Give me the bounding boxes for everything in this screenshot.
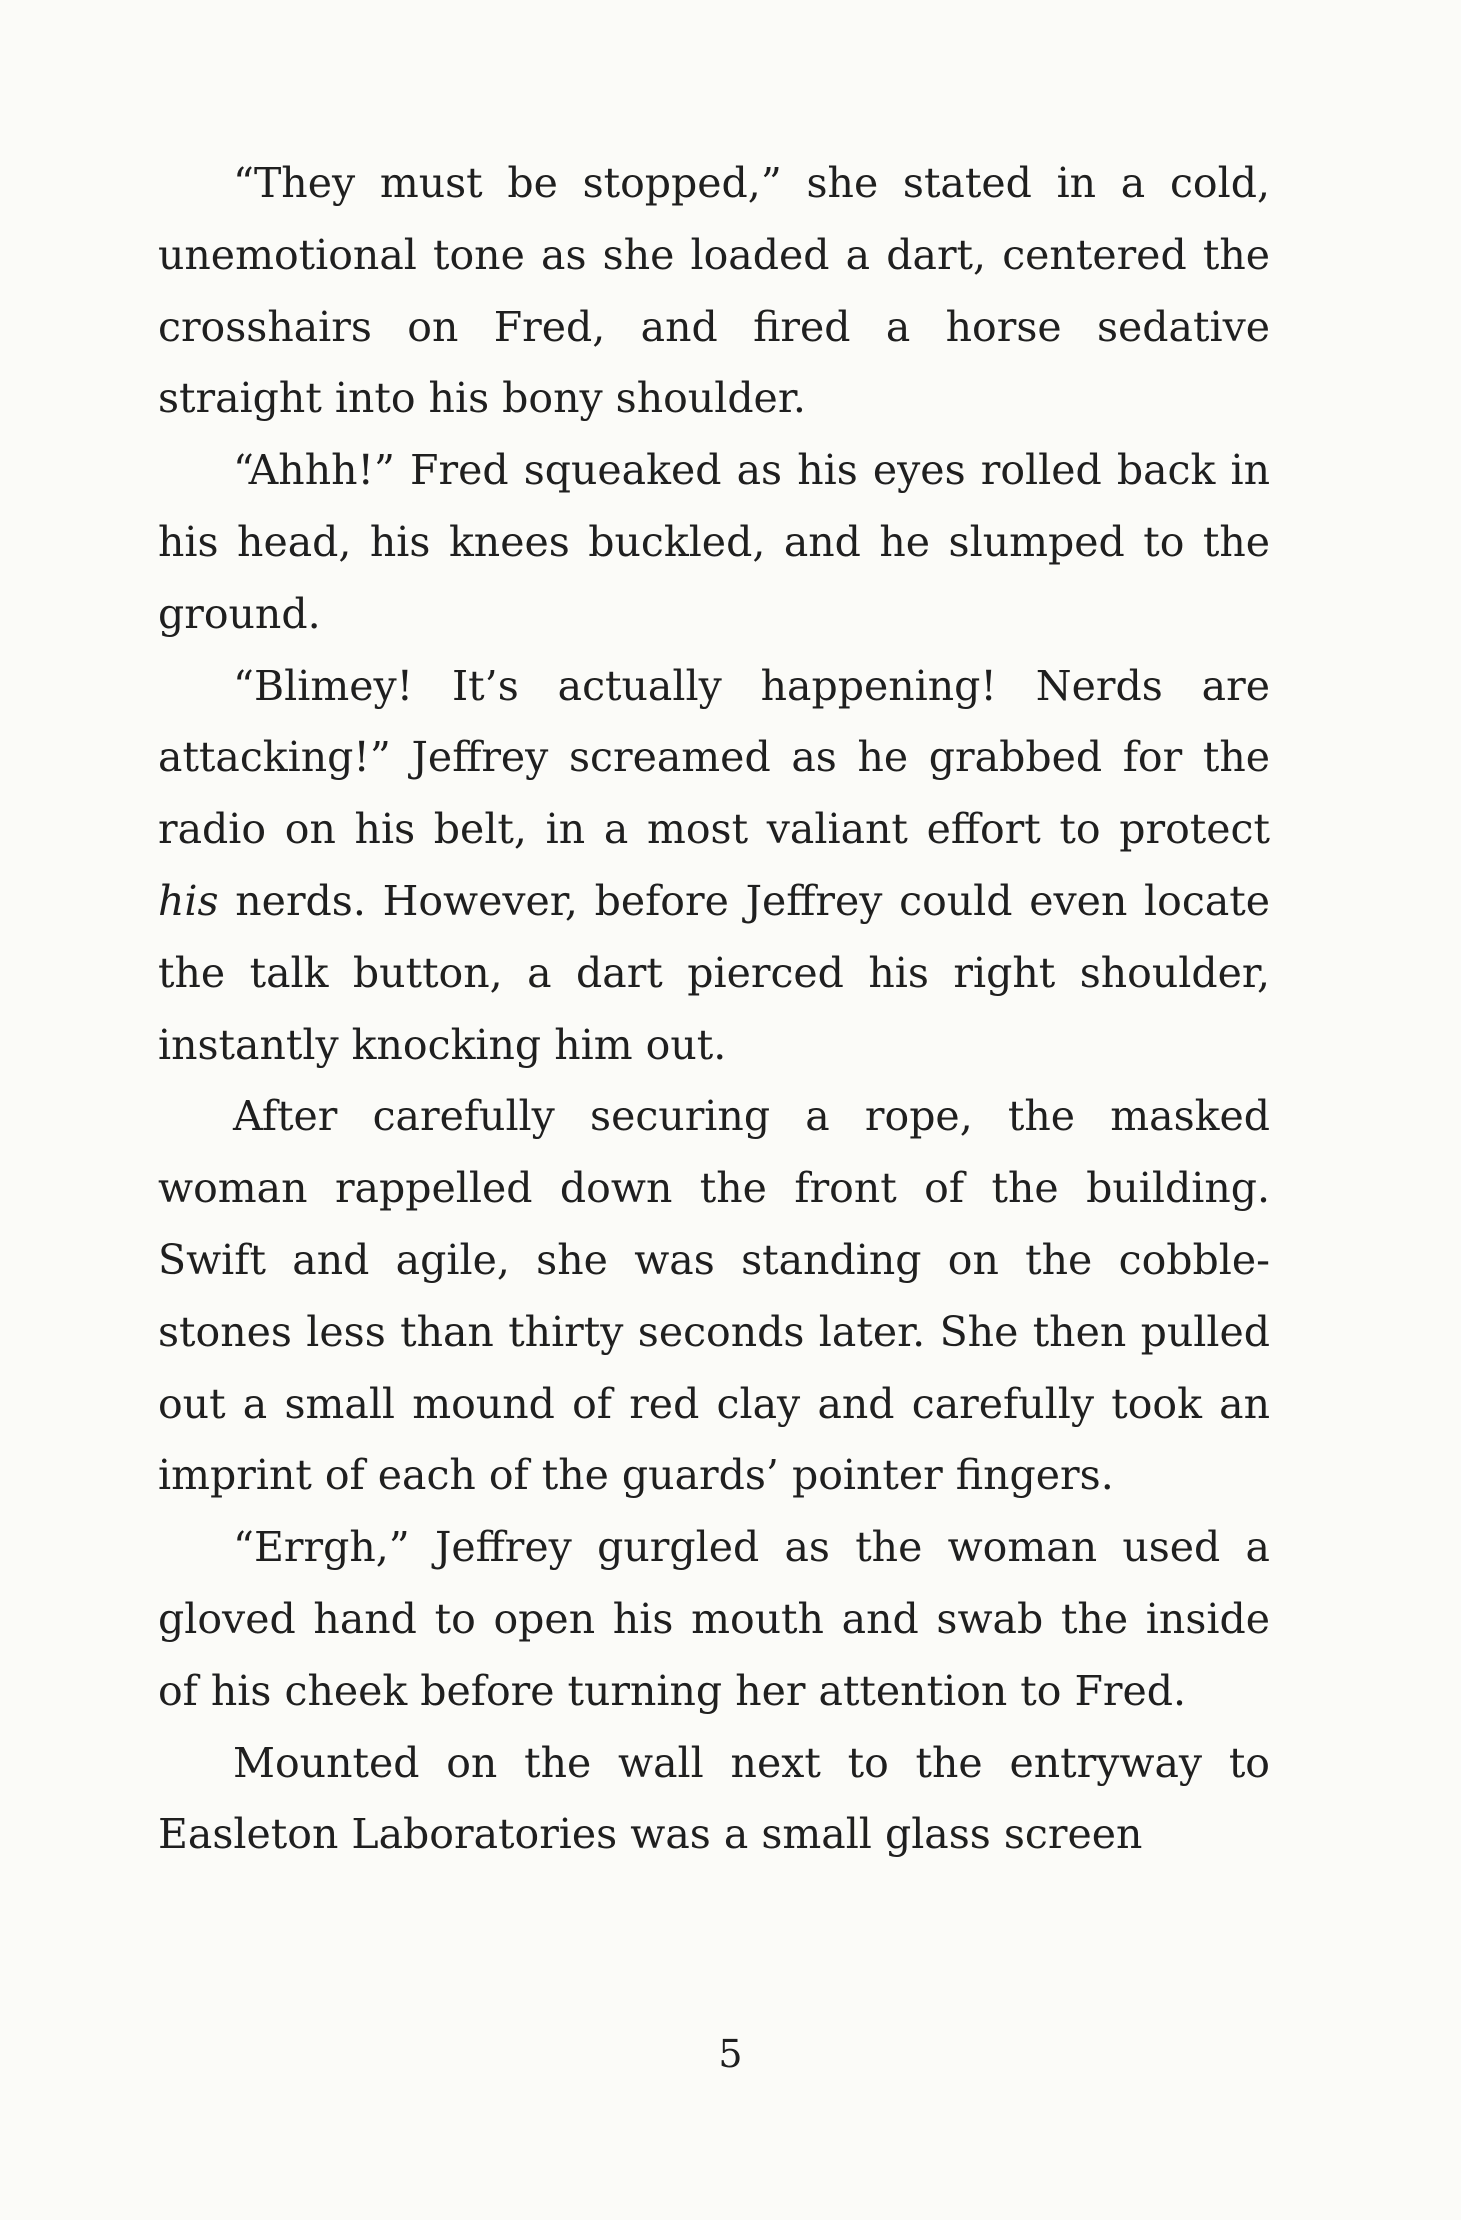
body-text (158, 148, 1270, 1871)
paragraph-1: “They must be stopped,” she stated in a cold, unemotional tone as she loaded a dart, centered the crosshairs on Fred, and fired a horse sedative straight into his bony shoulder. (158, 159, 1270, 423)
paragraph-3-text-start: “Blimey! It’s actually happening! Nerds are attacking!” Jeffrey screamed as he grabbed for the radio on his belt, in a most valiant effort to protect (158, 661, 1270, 854)
paragraph-6: Mounted on the wall next to the entryway to Easleton Laboratories was a small glass screen (158, 1738, 1270, 1859)
paragraph-3 (158, 651, 1270, 1082)
paragraph-3-emphasis: his (158, 876, 219, 925)
paragraph-3-text-end: nerds. However, before Jeffrey could even locate the talk button, a dart pierced his right shoulder, instantly knocking him out. (158, 876, 1270, 1069)
paragraph-2: “Ahhh!” Fred squeaked as his eyes rolled back in his head, his knees buckled, and he slumped to the ground. (158, 446, 1270, 638)
page-number: 5 (718, 2032, 743, 2076)
paragraph-5: “Errgh,” Jeffrey gurgled as the woman used a gloved hand to open his mouth and swab the inside of his cheek before turning her attention to Fred. (158, 1523, 1270, 1715)
paragraph-4: After carefully securing a rope, the masked woman rappelled down the front of the building. Swift and agile, she was standing on the cobble-stones less than thirty seconds later. She then pulled out a small mound of red clay and carefully took an imprint of each of the guards’ pointer fingers. (158, 1092, 1270, 1500)
